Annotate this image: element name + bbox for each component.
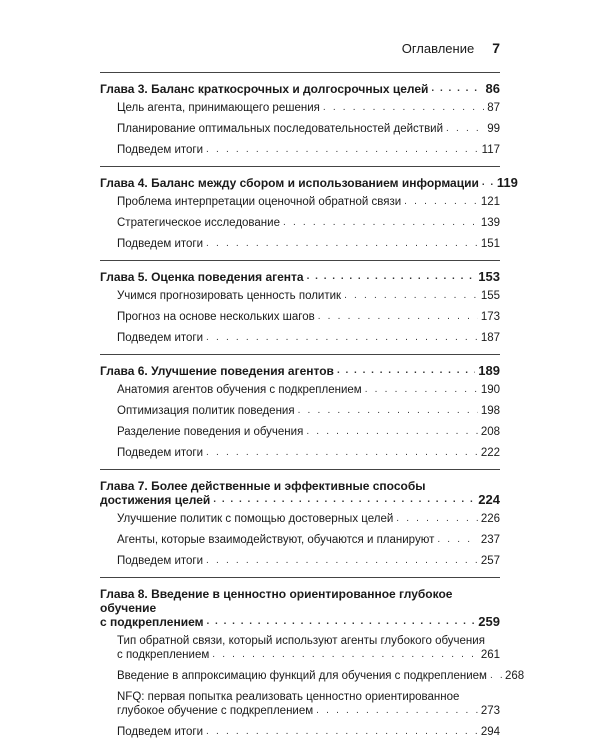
section-title: Подведем итоги	[117, 555, 204, 567]
chapter-title: Глава 5. Оценка поведения агента	[100, 270, 304, 284]
section-page: 268	[504, 670, 525, 682]
section-page: 187	[480, 332, 500, 344]
section-row[interactable]	[100, 446, 500, 460]
dot-leader	[206, 331, 478, 345]
section-row[interactable]	[100, 383, 500, 397]
section-row[interactable]	[100, 404, 500, 418]
dot-leader	[404, 195, 478, 209]
section-row[interactable]	[100, 310, 500, 324]
section-row[interactable]	[100, 554, 500, 568]
running-head	[402, 40, 500, 56]
dot-leader	[206, 554, 478, 568]
section-page: 151	[480, 238, 500, 250]
section-row[interactable]	[100, 101, 500, 115]
chapter-page: 189	[478, 363, 500, 378]
dot-leader	[206, 143, 479, 157]
dot-leader	[396, 512, 478, 526]
dot-leader	[437, 533, 477, 547]
section-page: 237	[480, 534, 500, 546]
chapter-3	[100, 72, 500, 157]
section-title: с подкреплением	[117, 649, 210, 661]
section-title: Подведем итоги	[117, 238, 204, 250]
dot-leader	[482, 176, 494, 190]
section-row[interactable]	[100, 690, 500, 718]
chapter-page: 153	[478, 269, 500, 284]
section-title: Учимся прогнозировать ценность политик	[117, 290, 342, 302]
chapter-title: Глава 4. Баланс между сбором и использованием информации	[100, 176, 479, 190]
chapter-page: 86	[485, 81, 500, 96]
dot-leader	[490, 669, 502, 683]
section-page: 139	[480, 217, 500, 229]
chapter-title-row[interactable]	[100, 587, 500, 629]
dot-leader	[431, 82, 482, 96]
section-page: 294	[480, 726, 500, 738]
section-page: 226	[480, 513, 500, 525]
dot-leader	[365, 383, 478, 397]
dot-leader	[337, 364, 475, 378]
dot-leader	[298, 404, 478, 418]
chapter-title-row[interactable]	[100, 479, 500, 507]
chapter-title: с подкреплением	[100, 615, 204, 629]
section-row[interactable]	[100, 533, 500, 547]
section-title: Подведем итоги	[117, 332, 204, 344]
chapter-title-line-1: Глава 7. Более действенные и эффективные способы	[100, 479, 426, 493]
section-page: 117	[481, 144, 500, 156]
section-page: 261	[480, 649, 500, 661]
section-title: глубокое обучение с подкреплением	[117, 705, 314, 717]
section-page: 121	[480, 196, 500, 208]
section-row[interactable]	[100, 195, 500, 209]
dot-leader	[206, 615, 475, 629]
section-title: Стратегическое исследование	[117, 217, 280, 229]
chapter-page: 119	[496, 175, 518, 190]
section-row[interactable]	[100, 725, 500, 739]
chapter-title-row[interactable]	[100, 364, 500, 378]
dot-leader	[306, 425, 478, 439]
chapter-title: Глава 3. Баланс краткосрочных и долгосрочных целей	[100, 82, 429, 96]
chapter-4	[100, 166, 518, 251]
section-title: Планирование оптимальных последовательностей действий	[117, 123, 444, 135]
section-row[interactable]	[100, 289, 500, 303]
dot-leader	[213, 493, 475, 507]
chapter-title-row[interactable]	[100, 175, 518, 190]
chapter-6	[100, 354, 500, 460]
dot-leader	[344, 289, 478, 303]
dot-leader	[206, 237, 478, 251]
section-page: 155	[480, 290, 500, 302]
chapter-7	[100, 469, 500, 568]
section-row[interactable]	[100, 331, 500, 345]
chapter-5	[100, 260, 500, 345]
dot-leader	[206, 446, 478, 460]
section-row[interactable]	[100, 669, 525, 683]
section-row[interactable]	[100, 237, 500, 251]
section-title: Подведем итоги	[117, 726, 204, 738]
dot-leader	[323, 101, 484, 115]
section-title: Агенты, которые взаимодействуют, обучаются и планируют	[117, 534, 435, 546]
chapter-page: 224	[478, 492, 500, 507]
chapter-8	[100, 577, 525, 739]
section-row[interactable]	[100, 216, 500, 230]
chapter-title-line-1: Глава 8. Введение в ценностно ориентированное глубокое обучение	[100, 587, 453, 615]
section-row[interactable]	[100, 512, 500, 526]
section-page: 273	[480, 705, 500, 717]
running-head-title: Оглавление	[401, 41, 475, 56]
chapter-page: 259	[478, 614, 500, 629]
section-title: Анатомия агентов обучения с подкреплением	[117, 384, 362, 396]
section-title: Разделение поведения и обучения	[117, 426, 304, 438]
chapter-title: Глава 6. Улучшение поведения агентов	[100, 364, 334, 378]
section-title: Подведем итоги	[117, 144, 204, 156]
section-page: 173	[480, 311, 500, 323]
section-title: Прогноз на основе нескольких шагов	[117, 311, 315, 323]
section-row[interactable]	[100, 634, 500, 662]
section-page: 190	[480, 384, 500, 396]
section-page: 222	[480, 447, 500, 459]
chapter-title-row[interactable]	[100, 82, 500, 96]
section-page: 257	[480, 555, 500, 567]
dot-leader	[318, 310, 478, 324]
section-title: Цель агента, принимающего решения	[117, 102, 320, 114]
dot-leader	[307, 270, 476, 284]
section-title-line-1: NFQ: первая попытка реализовать ценностно ориентированное	[117, 691, 460, 703]
section-row[interactable]	[100, 122, 500, 136]
dot-leader	[316, 704, 478, 718]
section-page: 198	[480, 405, 500, 417]
section-row[interactable]	[100, 425, 500, 439]
chapter-title: достижения целей	[100, 493, 211, 507]
section-title: Оптимизация политик поведения	[117, 405, 295, 417]
section-page: 99	[487, 123, 500, 135]
dot-leader	[212, 648, 478, 662]
section-title-line-1: Тип обратной связи, который используют агенты глубокого обучения	[117, 635, 485, 647]
dot-leader	[446, 122, 484, 136]
section-row[interactable]	[100, 143, 500, 157]
chapter-title-row[interactable]	[100, 270, 500, 284]
section-page: 87	[487, 102, 500, 114]
dot-leader	[283, 216, 478, 230]
section-title: Проблема интерпретации оценочной обратной связи	[117, 196, 402, 208]
dot-leader	[206, 725, 478, 739]
section-title: Улучшение политик с помощью достоверных целей	[117, 513, 394, 525]
table-of-contents	[100, 72, 525, 743]
section-title: Введение в аппроксимацию функций для обучения с подкреплением	[117, 670, 487, 682]
section-title: Подведем итоги	[117, 447, 204, 459]
page-number: 7	[492, 40, 500, 56]
section-page: 208	[480, 426, 500, 438]
